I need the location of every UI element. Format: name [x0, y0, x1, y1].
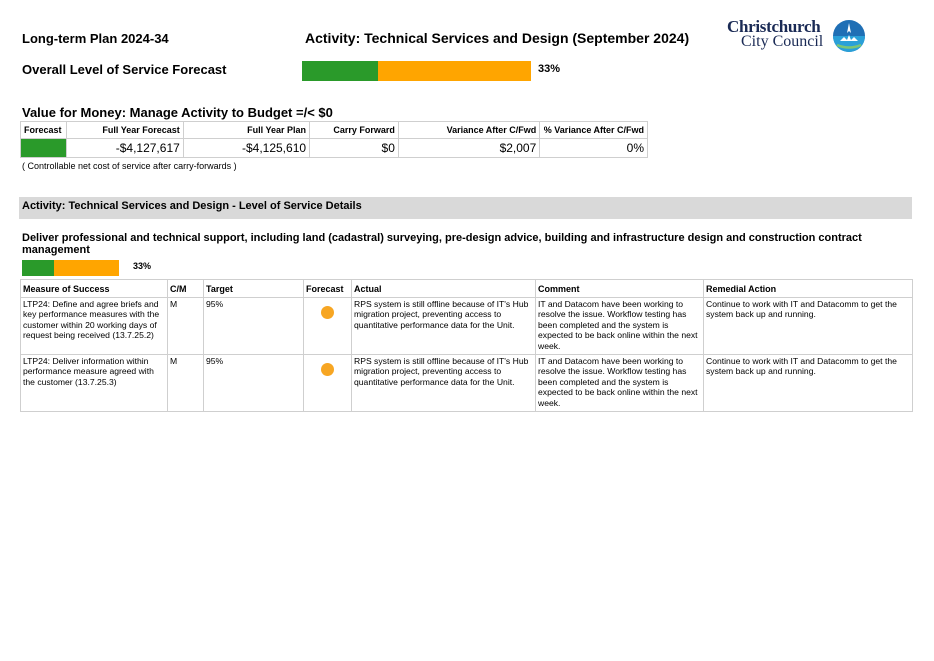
value-for-money-table	[20, 121, 648, 158]
col-header-target: Target	[204, 280, 304, 298]
council-logo	[727, 19, 872, 59]
measure-cell: LTP24: Deliver information within performance measure agreed with the customer (13.7.25.3)	[21, 355, 168, 412]
table-header-row	[21, 122, 648, 139]
council-emblem-icon	[832, 19, 866, 53]
service-details-table	[20, 279, 913, 412]
value-for-money-note: ( Controllable net cost of service after carry-forwards )	[22, 161, 237, 171]
overall-bar-green-segment	[302, 61, 378, 81]
table-row	[21, 139, 648, 158]
col-header-full-year-plan: Full Year Plan	[183, 122, 309, 139]
variance-value: $2,007	[398, 139, 539, 158]
comment-cell: IT and Datacom have been working to resolve the issue. Workflow testing has been completed and the system is expected to be back online within the next week.	[536, 355, 704, 412]
logo-line-1: Christchurch	[727, 17, 821, 36]
col-header-actual: Actual	[352, 280, 536, 298]
level-of-service-percent: 33%	[133, 261, 152, 271]
section-title: Activity: Technical Services and Design - Level of Service Details	[22, 200, 362, 212]
level-of-service-title: Deliver professional and technical support, including land (cadastral) surveying, pre-design advice, building and infrastructure design and construction contract management	[22, 232, 862, 256]
col-header-carry-forward: Carry Forward	[310, 122, 399, 139]
remedial-action-cell: Continue to work with IT and Datacomm to get the system back up and running.	[704, 298, 913, 355]
overall-bar-orange-segment	[378, 61, 531, 81]
target-cell: 95%	[204, 298, 304, 355]
actual-cell: RPS system is still offline because of IT's Hub migration project, preventing access to quantitative performance data for the Unit.	[352, 355, 536, 412]
forecast-status-dot-icon	[321, 363, 334, 376]
cm-cell: M	[168, 298, 204, 355]
col-header-comment: Comment	[536, 280, 704, 298]
col-header-forecast: Forecast	[304, 280, 352, 298]
logo-wordmark	[727, 19, 823, 49]
cm-cell: M	[168, 355, 204, 412]
measure-cell: LTP24: Define and agree briefs and key performance measures with the customer within 20 working days of request being received (13.7.25.2)	[21, 298, 168, 355]
activity-title: Activity: Technical Services and Design (September 2024)	[305, 30, 690, 46]
col-header-cm: C/M	[168, 280, 204, 298]
full-year-plan-value: -$4,125,610	[183, 139, 309, 158]
plan-title: Long-term Plan 2024-34	[22, 31, 169, 46]
overall-forecast-bar	[302, 61, 531, 81]
overall-forecast-label: Overall Level of Service Forecast	[22, 62, 227, 77]
carry-forward-value: $0	[310, 139, 399, 158]
table-header-row	[21, 280, 913, 298]
forecast-cell	[304, 355, 352, 412]
col-header-variance: Variance After C/Fwd	[398, 122, 539, 139]
value-for-money-title: Value for Money: Manage Activity to Budget =/< $0	[22, 105, 333, 120]
target-cell: 95%	[204, 355, 304, 412]
col-header-full-year-forecast: Full Year Forecast	[66, 122, 183, 139]
col-header-pct-variance: % Variance After C/Fwd	[540, 122, 648, 139]
col-header-remedial: Remedial Action	[704, 280, 913, 298]
los-bar-green-segment	[22, 260, 54, 276]
los-bar-orange-segment	[54, 260, 119, 276]
table-row	[21, 355, 913, 412]
forecast-status-dot-icon	[321, 306, 334, 319]
comment-cell: IT and Datacom have been working to resolve the issue. Workflow testing has been completed and the system is expected to be back online within the next week.	[536, 298, 704, 355]
level-of-service-bar	[22, 260, 119, 276]
overall-forecast-percent: 33%	[538, 63, 561, 75]
col-header-measure: Measure of Success	[21, 280, 168, 298]
forecast-status-cell	[21, 139, 67, 158]
table-row	[21, 298, 913, 355]
actual-cell: RPS system is still offline because of IT's Hub migration project, preventing access to quantitative performance data for the Unit.	[352, 298, 536, 355]
forecast-cell	[304, 298, 352, 355]
full-year-forecast-value: -$4,127,617	[66, 139, 183, 158]
logo-line-2: City Council	[741, 33, 824, 50]
col-header-forecast: Forecast	[21, 122, 67, 139]
pct-variance-value: 0%	[540, 139, 648, 158]
remedial-action-cell: Continue to work with IT and Datacomm to get the system back up and running.	[704, 355, 913, 412]
